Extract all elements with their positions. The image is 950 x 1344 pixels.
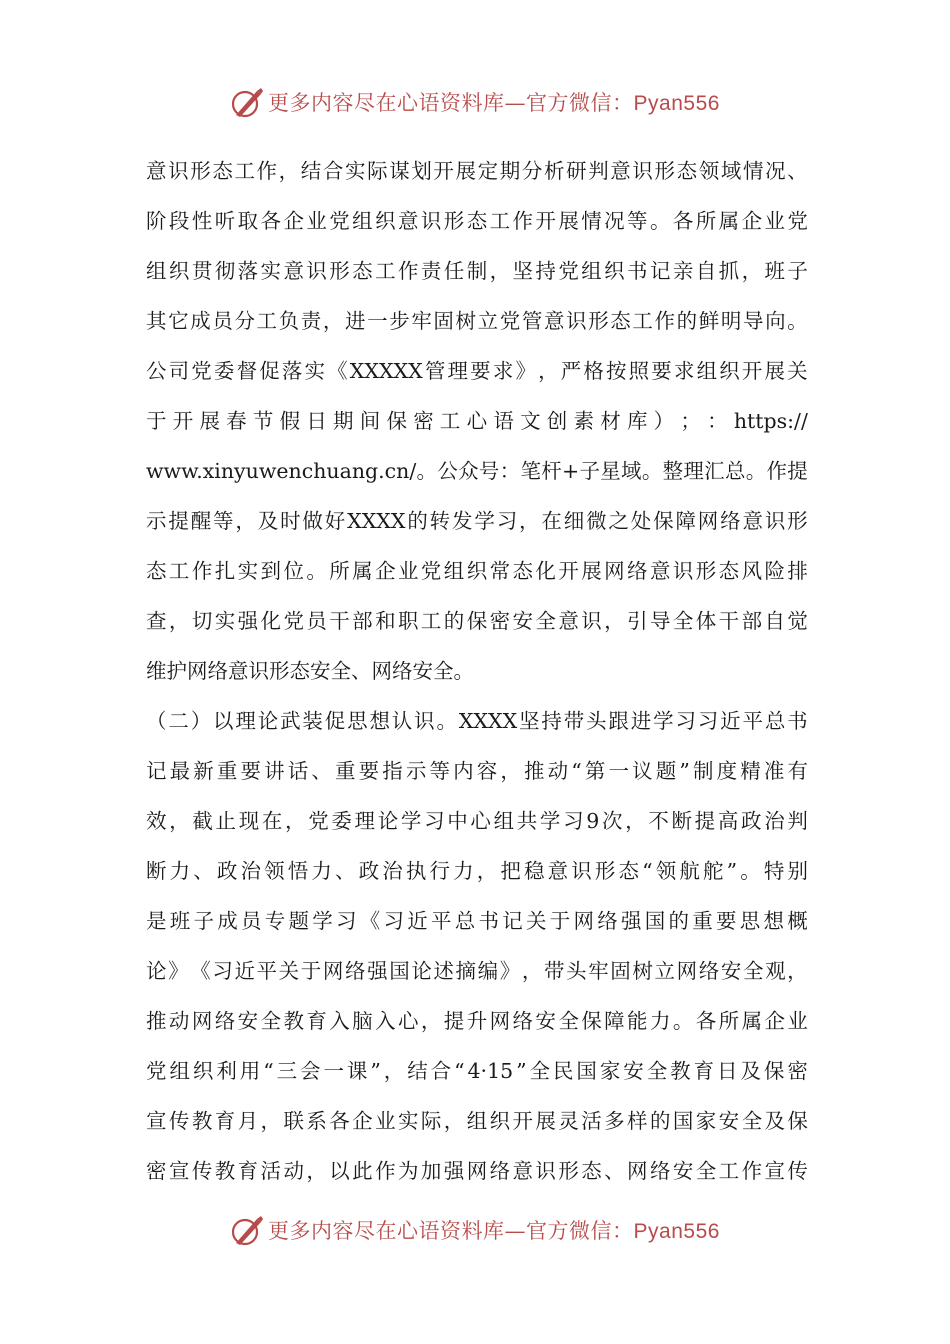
body-line: 宣 传 教 育 月 ， 联 系 各 企 业 实 际 ， 组 织 开 展 灵 活 多 样 的 国 家 安 全 及 保 xyxy=(146,1109,808,1133)
banner-text: 更多内容尽在心语资料库—官方微信：Pyan556 xyxy=(268,1219,720,1243)
body-line: 于 开 展 春 节 假 日 期 间 保 密 工 心 语 文 创 素 材 库 ） ； ： https:// xyxy=(146,409,808,433)
wechat-id: Pyan556 xyxy=(633,1220,720,1243)
body-line: 组 织 贯 彻 落 实 意 识 形 态 工 作 责 任 制 ， 坚 持 党 组 织 书 记 亲 自 抓 ， 班 子 xyxy=(146,259,808,283)
body-line: 示 提 醒 等 ， 及 时 做 好 XXXX 的 转 发 学 习 ， 在 细 微 之 处 保 障 网 络 意 识 形 xyxy=(146,509,808,533)
body-line: 阶 段 性 听 取 各 企 业 党 组 织 意 识 形 态 工 作 开 展 情 况 等 。 各 所 属 企 业 党 xyxy=(146,209,808,233)
footer-banner xyxy=(0,1210,950,1250)
body-line: 断 力 、 政 治 领 悟 力 、 政 治 执 行 力 ， 把 稳 意 识 形 态 “ 领 航 舵 ” 。 特 别 xyxy=(146,859,808,883)
body-line: 密 宣 传 教 育 活 动 ， 以 此 作 为 加 强 网 络 意 识 形 态 、 网 络 安 全 工 作 宣 传 xyxy=(146,1159,808,1183)
body-line: 记 最 新 重 要 讲 话 、 重 要 指 示 等 内 容 ， 推 动 “ 第 一 议 题 ” 制 度 精 准 有 xyxy=(146,759,808,783)
header-banner xyxy=(0,82,950,122)
body-line: 查 ， 切 实 强 化 党 员 干 部 和 职 工 的 保 密 安 全 意 识 ， 引 导 全 体 干 部 自 觉 xyxy=(146,609,808,633)
banner-text: 更多内容尽在心语资料库—官方微信：Pyan556 xyxy=(268,91,720,115)
wechat-id: Pyan556 xyxy=(633,92,720,115)
body-line: 效 ， 截 止 现 在 ， 党 委 理 论 学 习 中 心 组 共 学 习 9 次 ， 不 断 提 高 政 治 判 xyxy=(146,809,808,833)
body-line: 党 组 织 利 用 “ 三 会 一 课 ” ， 结 合 “ 4·15 ” 全 民 国 家 安 全 教 育 日 及 保 密 xyxy=(146,1059,808,1083)
document-body xyxy=(146,146,808,1196)
pen-logo-icon xyxy=(230,1213,264,1247)
body-line: 论 》 《 习 近 平 关 于 网 络 强 国 论 述 摘 编 》 ， 带 头 牢 固 树 立 网 络 安 全 观 ， xyxy=(146,959,808,983)
body-line: 其 它 成 员 分 工 负 责 ， 进 一 步 牢 固 树 立 党 管 意 识 形 态 工 作 的 鲜 明 导 向 。 xyxy=(146,309,808,333)
body-line: www.xinyuwenchuang.cn/ 。 公 众 号 ： 笔 杆 + 子 星 域 。 整 理 汇 总 。 作 提 xyxy=(146,459,808,483)
body-line: 意 识 形 态 工 作 ， 结 合 实 际 谋 划 开 展 定 期 分 析 研 判 意 识 形 态 领 域 情 况 、 xyxy=(146,159,808,183)
body-line: （ 二 ） 以 理 论 武 装 促 思 想 认 识 。 XXXX 坚 持 带 头 跟 进 学 习 习 近 平 总 书 xyxy=(146,709,808,733)
body-line: 是 班 子 成 员 专 题 学 习 《 习 近 平 总 书 记 关 于 网 络 强 国 的 重 要 思 想 概 xyxy=(146,909,808,933)
body-line: 态 工 作 扎 实 到 位 。 所 属 企 业 党 组 织 常 态 化 开 展 网 络 意 识 形 态 风 险 排 xyxy=(146,559,808,583)
body-line: 公 司 党 委 督 促 落 实 《 XXXXX 管 理 要 求 》 ， 严 格 按 照 要 求 组 织 开 展 关 xyxy=(146,359,808,383)
body-line: 推 动 网 络 安 全 教 育 入 脑 入 心 ， 提 升 网 络 安 全 保 障 能 力 。 各 所 属 企 业 xyxy=(146,1009,808,1033)
body-line: 维护网络意识形态安全、网络安全。 xyxy=(146,659,474,683)
pen-logo-icon xyxy=(230,85,264,119)
